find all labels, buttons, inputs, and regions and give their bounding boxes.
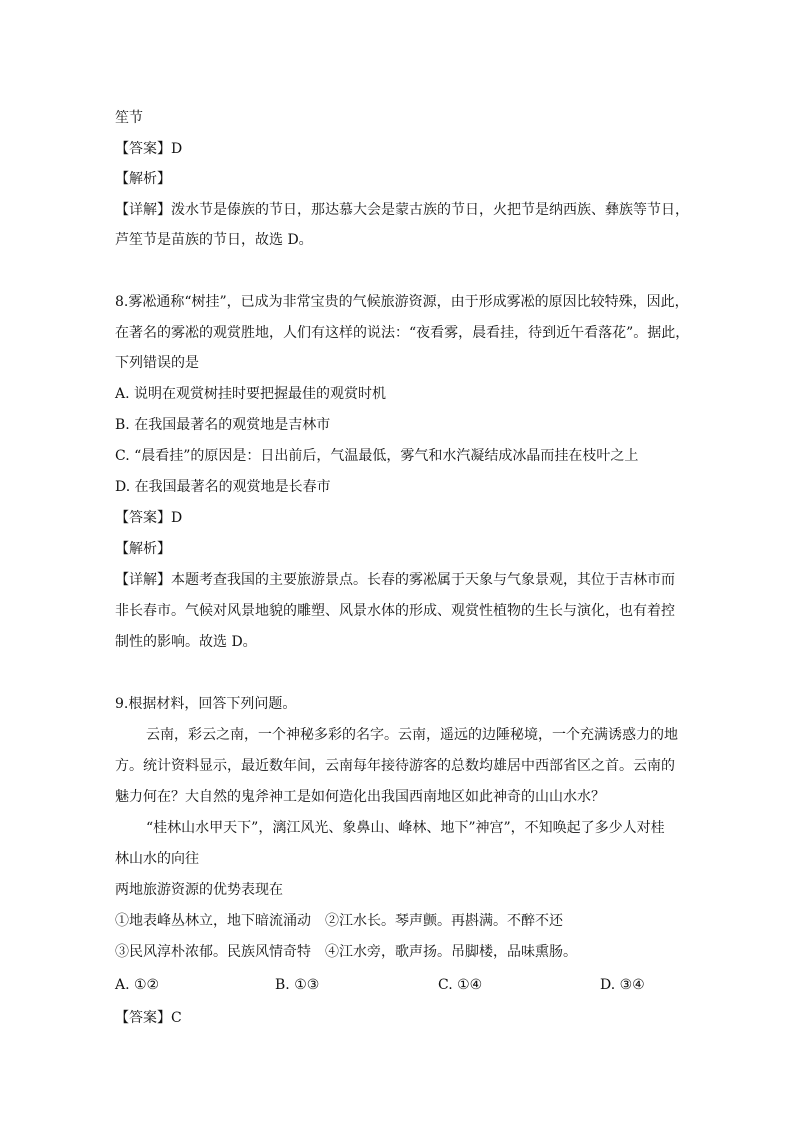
- question-8-stem: 在著名的雾凇的观赏胜地，人们有这样的说法：“夜看雾，晨看挂，待到近午看落花”。据此，: [115, 325, 690, 341]
- option-a: A. ①②: [115, 977, 160, 993]
- option-b: B. 在我国最著名的观赏地是吉林市: [115, 417, 331, 433]
- option-c: C. ①④: [438, 977, 483, 993]
- material-paragraph: 魅力何在？大自然的鬼斧神工是如何造化出我国西南地区如此神奇的山山水水？: [115, 789, 605, 805]
- material-paragraph: 林山水的向往: [115, 851, 199, 867]
- explanation-text: 【详解】泼水节是傣族的节日，那达慕大会是蒙古族的节日，火把节是纳西族、彝族等节日，: [115, 202, 689, 218]
- explanation-text: 制性的影响。故选 D。: [115, 634, 257, 650]
- question-8-stem: 下列错误的是: [115, 355, 199, 371]
- option-b: B. ①③: [275, 977, 320, 993]
- option-d: D. ③④: [600, 977, 645, 993]
- option-c: C. “晨看挂”的原因是：日出前后，气温最低，雾气和水汽凝结成冰晶而挂在枝叶之上: [115, 448, 639, 464]
- analysis-label: 【解析】: [115, 541, 171, 557]
- statement-choices: ③民风淳朴浓郁。民族风情奇特 ④江水旁，歌声扬。吊脚楼，品味熏肠。: [115, 944, 577, 960]
- explanation-text: 芦笙节是苗族的节日，故选 D。: [115, 232, 313, 248]
- explanation-text: 非长春市。气候对风景地貌的雕塑、风景水体的形成、观赏性植物的生长与演化，也有着控: [115, 603, 675, 619]
- prev-question-tail: 笙节: [115, 110, 143, 126]
- statement-choices: ①地表峰丛林立，地下暗流涌动 ②江水长。琴声颤。再斟满。不醉不还: [115, 913, 563, 929]
- material-paragraph: 云南，彩云之南，一个神秘多彩的名字。云南，遥远的边陲秘境，一个充满诱惑力的地: [146, 727, 678, 743]
- answer-label: 【答案】C: [115, 1010, 182, 1026]
- question-8-stem: 8.雾凇通称“树挂”，已成为非常宝贵的气候旅游资源，由于形成雾凇的原因比较特殊，因此，: [115, 294, 689, 310]
- answer-label: 【答案】D: [115, 510, 183, 526]
- question-9-prompt: 两地旅游资源的优势表现在: [115, 882, 283, 898]
- option-a: A. 说明在观赏树挂时要把握最佳的观赏时机: [115, 386, 387, 402]
- question-9-stem: 9.根据材料，回答下列问题。: [115, 696, 297, 712]
- answer-label: 【答案】D: [115, 141, 183, 157]
- material-paragraph: “桂林山水甲天下”，漓江风光、象鼻山、峰林、地下”神宫”，不知唤起了多少人对桂: [146, 820, 665, 836]
- explanation-text: 【详解】本题考查我国的主要旅游景点。长春的雾凇属于天象与气象景观，其位于吉林市而: [115, 572, 675, 588]
- material-paragraph: 方。统计资料显示，最近数年间，云南每年接待游客的总数均雄居中西部省区之首。云南的: [115, 758, 675, 774]
- option-d: D. 在我国最著名的观赏地是长春市: [115, 479, 331, 495]
- analysis-label: 【解析】: [115, 171, 171, 187]
- question-9-options: [115, 976, 675, 994]
